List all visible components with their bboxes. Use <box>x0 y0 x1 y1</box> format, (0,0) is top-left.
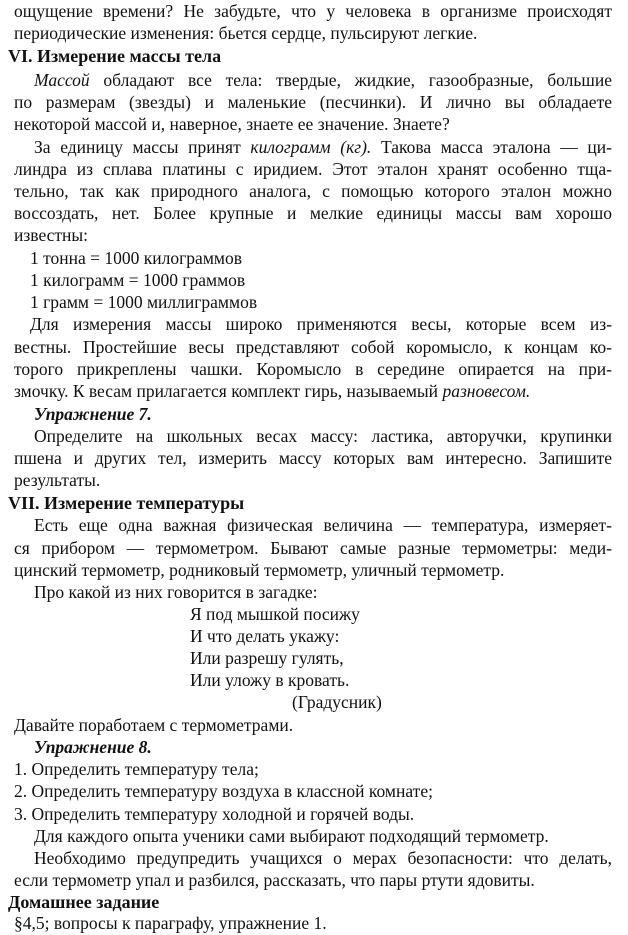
exercise-7-title: Упражнение 7. <box>34 404 152 424</box>
text-line: Для каждого опыта ученики сами выбирают подходящий термометр. <box>34 826 549 846</box>
homework-text: §4,5; вопросы к параграфу, упражнение 1. <box>14 913 327 933</box>
section-heading-mass: VI. Измерение массы тела <box>8 46 222 66</box>
exercise-8-title: Упражнение 8. <box>34 737 152 757</box>
exercise-step: 2. Определить температуру воздуха в классной комнате; <box>14 781 433 801</box>
text-line: За единицу массы принят килограмм (кг). Такова масса эталона — ци- <box>34 137 612 157</box>
text-line: Массой обладают все тела: твердые, жидкие, газообразные, большие <box>34 70 612 90</box>
exercise-step: 3. Определить температуру холодной и горячей воды. <box>14 804 415 824</box>
text-line: Необходимо предупредить учащихся о мерах безопасности: что делать, <box>34 848 612 868</box>
text-line: Определите на школьных весах массу: ластика, авторучки, крупинки <box>34 426 612 446</box>
riddle-line: Я под мышкой посижу <box>190 604 360 624</box>
unit-conversion: 1 килограмм = 1000 граммов <box>30 270 246 290</box>
text-line: пшена и других тел, измерить массу которых вам интересно. Запишите <box>14 448 612 468</box>
riddle-line: Или уложу в кровать. <box>190 670 350 690</box>
text-line: воссоздать, нет. Более крупные и мелкие единицы массы вам хорошо <box>14 203 612 223</box>
exercise-step: 1. Определить температуру тела; <box>14 759 259 779</box>
text-line: Про какой из них говорится в загадке: <box>34 582 318 602</box>
text-line: змочку. К весам прилагается комплект гирь, называемый разновесом. <box>14 381 531 401</box>
text-line: Давайте поработаем с термометрами. <box>14 715 294 735</box>
text-line: результаты. <box>14 470 101 490</box>
text-line: линдра из сплава платины с иридием. Этот эталон хранят особенно тща- <box>14 159 612 179</box>
homework-heading: Домашнее задание <box>8 892 160 912</box>
text-line: цинский термометр, родниковый термометр, уличный термометр. <box>14 560 505 580</box>
text-line: известны: <box>14 225 89 245</box>
section-heading-temperature: VII. Измерение температуры <box>8 493 245 513</box>
riddle-answer: (Градусник) <box>292 692 382 712</box>
text-line: по размерам (звезды) и маленькие (песчинки). И лично вы обладаете <box>14 92 612 112</box>
text-line: если термометр упал и разбился, рассказать, что пары ртути ядовиты. <box>14 870 535 890</box>
text-line: Для измерения массы широко применяются весы, которые всем из- <box>30 314 612 334</box>
unit-conversion: 1 грамм = 1000 миллиграммов <box>30 292 258 312</box>
text-line: вестны. Простейшие весы представляют собой коромысло, к концам ко- <box>14 337 612 357</box>
text-line: периодические изменения: бьется сердце, пульсируют легкие. <box>14 23 478 43</box>
term-weights: разновесом. <box>442 381 531 401</box>
term-mass: Массой <box>34 70 90 90</box>
unit-conversion: 1 тонна = 1000 килограммов <box>30 248 242 268</box>
riddle-line: Или разрешу гулять, <box>190 648 344 668</box>
riddle-line: И что делать укажу: <box>190 626 340 646</box>
text-line: ся прибором — термометром. Бывают самые разные термометры: меди- <box>14 538 612 558</box>
text-line: Есть еще одна важная физическая величина — температура, измеряет- <box>34 515 612 535</box>
text-line: ощущение времени? Не забудьте, что у человека в организме происходят <box>14 1 612 21</box>
text-line: некоторой массой и, наверное, знаете ее значение. Знаете? <box>14 114 450 134</box>
text-line: торого прикреплены чашки. Коромысло в середине опирается на при- <box>14 359 612 379</box>
text-line: тельно, так как природного аналога, с помощью которого эталон можно <box>14 181 612 201</box>
term-kilogram: килограмм (кг). <box>250 137 372 157</box>
